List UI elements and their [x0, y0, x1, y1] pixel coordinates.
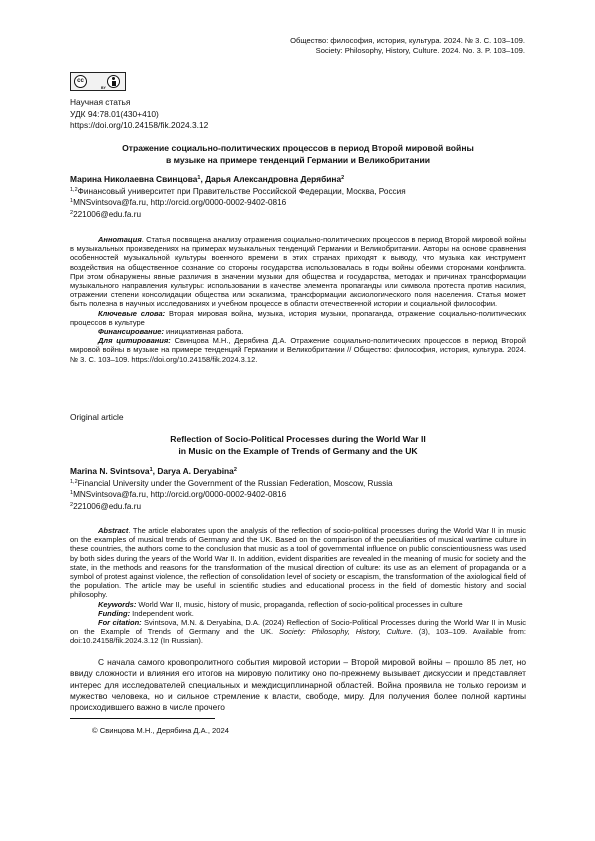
abstract-paragraph: [70, 235, 526, 309]
citation-text-end: . (3), 103–109. Available from: doi:10.24158/fik.2024.3.12 (In Russian).: [70, 627, 527, 646]
authors-ru: [70, 174, 344, 185]
author2-sup: 2: [341, 175, 345, 181]
abstract-label: Аннотация: [98, 235, 142, 244]
keywords-label: Keywords:: [98, 599, 137, 609]
author1-sup: 1: [149, 467, 153, 473]
title-ru: [70, 143, 526, 166]
author1-name: Marina N. Svintsova: [70, 466, 150, 476]
contact2-text[interactable]: 221006@edu.fa.ru: [73, 209, 142, 219]
citation-journal: Society: Philosophy, History, Culture: [278, 627, 411, 637]
cc-by-icon: [70, 72, 126, 91]
funding-paragraph: [70, 327, 526, 336]
author1-name: Марина Николаевна Свинцова: [70, 174, 198, 184]
title-en-line1: Reflection of Socio-Political Processes during the World War II: [170, 434, 426, 444]
aff-sup: 1,2: [70, 187, 78, 193]
udk-code: УДК 94:78.01(430+410): [70, 108, 159, 119]
citation-text: Svintsova, M.N. & Deryabina, D.A. (2024) Reflection of Socio-Political Processes during the World War II in Music on the Example of Trends of Germany and the UK.: [70, 618, 526, 637]
cc-by-label: BY: [101, 86, 106, 90]
footnote-divider: [70, 718, 215, 719]
author1-sup: 1: [197, 175, 201, 181]
article-meta: [70, 97, 208, 132]
keywords-text: World War II, music, history of music, propaganda, reflection of socio-political processes in culture: [136, 599, 463, 609]
abstract-text: . The article elaborates upon the analysis of the reflection of socio-political processes during the World War II in music on the examples of musical trends of Germany and the UK. Based on the comparison of the peculiarities of musical wartime culture in these countries, the authors come to the conclusion that music as a tool of governmental influence on public conscientiousness was used by both sides during the years of the World War II. In addition, evident disparities are revealed in the meaning of music for society and the state, in the methods and reasons for the transformation of the musical direction of culture: its use as an element of propaganda or a symbol of protest against violence, the reflection of consolidation level of society or escapism, the transformation of the axiological field of the population. The article may be useful in scientific studies and educational process in the field of domestic history and social philosophy.: [70, 526, 526, 600]
contact2-text[interactable]: 221006@edu.fa.ru: [73, 501, 142, 511]
affiliations-en: [70, 478, 393, 512]
title-en-line2: in Music on the Example of Trends of Germany and the UK: [178, 445, 418, 456]
citation-label: For citation:: [98, 618, 142, 628]
keywords-paragraph: [70, 309, 526, 327]
title-ru-line2: в музыке на примере тенденций Германии и Великобритании: [165, 154, 431, 165]
contact1-text[interactable]: MNSvintsova@fa.ru, http://orcid.org/0000-0002-9402-0816: [73, 198, 287, 208]
citation-paragraph: [70, 618, 526, 646]
contact1-sup: 1: [70, 198, 74, 205]
contact2-sup: 2: [70, 209, 74, 216]
affiliations-ru: [70, 186, 406, 220]
copyright-footnote: © Свинцова М.Н., Дерябина Д.А., 2024: [92, 726, 229, 735]
attribution-person-icon: [107, 75, 120, 88]
abstract-en: [70, 526, 526, 646]
abstract-text: . Статья посвящена анализу отражения социально-политических процессов в период Второй мировой войны в музыкальных произведениях на примерах музыкальных тенденций Германии и Великобритании. Авторы на основе сравнения особенностей музыкальной культуры военного времени в этих странах приходят к выводу, что музыка как инструмент воздействия на общественное сознание со стороны государства использовалась в годы войны обеими сторонами конфликта. При этом обнаружены явные различия в значении музыки для общества и государства, методах и причинах трансформации музыкального направления культуры: использовании в качестве элемента пропаганды или символа протеста против насилия, отражении степени консолидации общества или эскапизма, трансформации аксиологического поля населения. Статья может быть полезна в научных исследованиях и учебном процессе в области отечественной истории и социальной философии.: [70, 235, 526, 309]
funding-label: Funding:: [98, 608, 131, 618]
contact2-sup: 2: [70, 501, 74, 508]
body-paragraph: С начала самого кровопролитного события мировой истории – Второй мировой войны – прошло 85 лет, но ввиду сложности и влияния его итогов на мировую политику оно по-прежнему вызывает дискуссии и представляет интерес для исследователей специальных и междисциплинарной областей. Война проявила не только героизм и мужество человека, но и сильное стремление к власти, свободе, миру. Для получения более полной картины происходившего важно в числе прочего: [70, 657, 526, 713]
abstract-ru: [70, 235, 526, 364]
doi-link[interactable]: https://doi.org/10.24158/fik.2024.3.12: [70, 120, 209, 130]
author2-name: Darya A. Deryabina: [157, 466, 234, 476]
article-type: Научная статья: [70, 97, 131, 107]
journal-header-en: Society: Philosophy, History, Culture. 2024. No. 3. P. 103–109.: [315, 46, 525, 55]
authors-en: [70, 466, 237, 477]
funding-label: Финансирование:: [98, 327, 164, 337]
funding-text: Independent work.: [130, 608, 194, 618]
author2-sup: 2: [233, 467, 237, 473]
journal-header-ru: Общество: философия, история, культура. 2024. № 3. С. 103–109.: [290, 36, 525, 45]
affiliation-text: Финансовый университет при Правительстве Российской Федерации, Москва, Россия: [77, 187, 406, 196]
contact1-text[interactable]: MNSvintsova@fa.ru, http://orcid.org/0000-0002-9402-0816: [73, 490, 287, 500]
keywords-text: Вторая мировая война, музыка, история музыки, пропаганда, отражение социально-политических процессов в культуре: [70, 308, 526, 327]
citation-text: Свинцова М.Н., Дерябина Д.А. Отражение социально-политических процессов в период Второй мировой войны в музыке на примере тенденций Германии и Великобритании // Общество: философия, история, культура. 2024. № 3. С. 103–109. https://doi.org/10.24158/fik.2024.3.12.: [70, 336, 526, 364]
title-en: [70, 434, 526, 457]
author-separator: ,: [152, 466, 158, 476]
keywords-label: Ключевые слова:: [98, 308, 166, 318]
journal-header: [290, 36, 525, 56]
funding-paragraph: [70, 609, 526, 618]
author-separator: ,: [200, 174, 206, 184]
abstract-paragraph: [70, 526, 526, 600]
affiliation-text: Financial University under the Government of the Russian Federation, Moscow, Russia: [77, 479, 393, 488]
abstract-label: Abstract: [98, 526, 129, 535]
original-article-label: Original article: [70, 412, 124, 422]
citation-paragraph: [70, 336, 526, 364]
cc-circle-icon: cc: [74, 75, 87, 88]
aff-sup: 1,2: [70, 479, 78, 485]
author2-name: Дарья Александровна Дерябина: [205, 174, 342, 184]
citation-label: Для цитирования:: [98, 336, 171, 346]
title-ru-line1: Отражение социально-политических процессов в период Второй мировой войны: [122, 143, 474, 153]
contact1-sup: 1: [70, 490, 74, 497]
keywords-paragraph: [70, 600, 526, 609]
funding-text: инициативная работа.: [163, 327, 244, 337]
